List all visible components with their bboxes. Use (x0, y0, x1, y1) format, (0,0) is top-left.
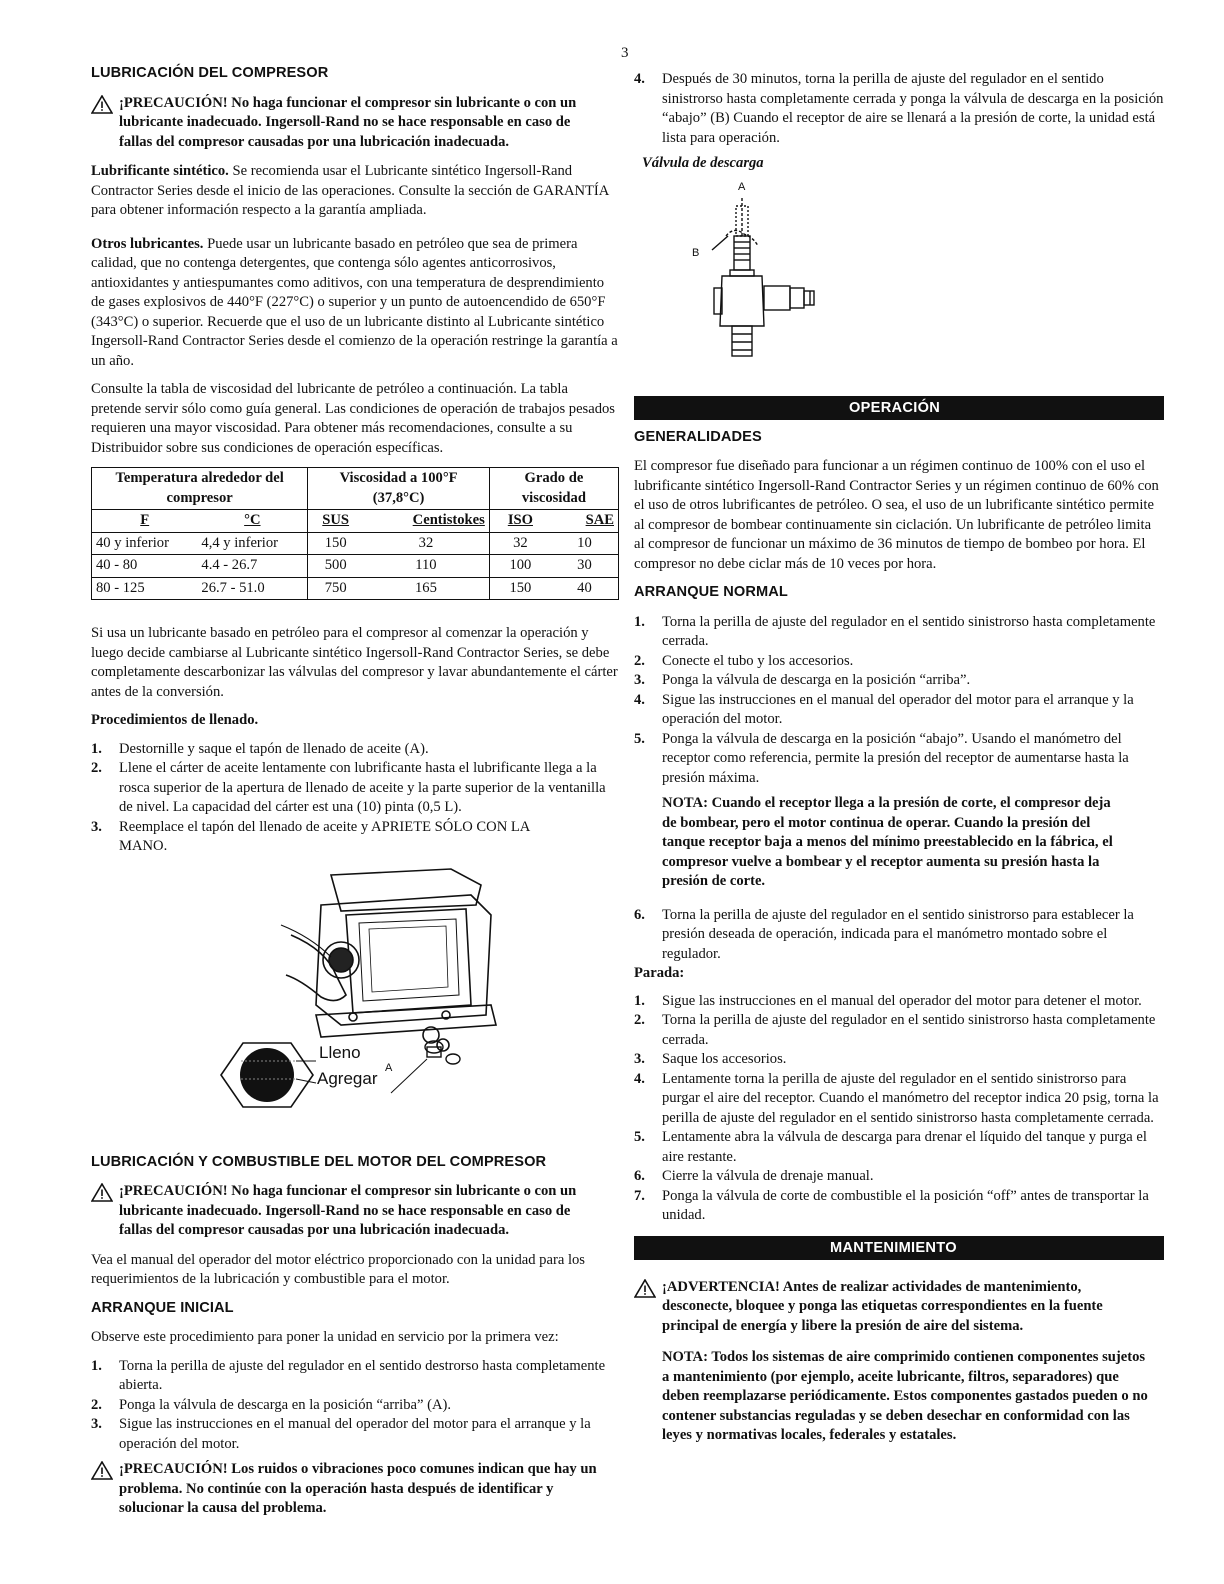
table-cell: 100 (509, 557, 532, 573)
list-item: 6. Torna la perilla de ajuste del regulador en el sentido sinistrorso para establecer la presión deseada de operación, indicada para el manómetro montado sobre el regulador. (634, 906, 1134, 962)
generalidades-paragraph: El compresor fue diseñado para funcionar a un régimen continuo de 100% con el uso el lubrificante sintético Ingersoll-Rand Contractor Series y un régimen continuo de 60% con el uso de otros lubrificantes de petróleo. O sea, el uso de un lubrificante sintético permite al compresor de bombear continuamente sin ciclación. Un lubrificante de petróleo limita al compresor de funcionar un máximo de 36 minutos de tiempo de bombeo por hora. El compresor no debe ciclar más de 10 veces por hora. (634, 458, 1159, 572)
section-bar-mantenimiento (634, 1236, 1164, 1260)
normal-steps-list (634, 613, 1164, 789)
synthetic-lead: Lubrificante sintético. (91, 163, 229, 179)
warning-block (634, 1278, 1164, 1337)
warning-triangle-icon (91, 1461, 113, 1480)
caution-text: ¡PRECAUCIÓN! Los ruidos o vibraciones poco comunes indican que hay un problema. No continúe con la operación hasta después de identificar y solucionar la causa del problema. (119, 1461, 597, 1516)
left-column (91, 64, 619, 1529)
table-subheader: °C (197, 510, 307, 533)
list-item: 5. Ponga la válvula de descarga en la posición “abajo”. Usando el manómetro del receptor como referencia, permite la presión del receptor de aumentarse hasta la presión máxima. (634, 730, 1129, 786)
table-cell: 4,4 y inferior (197, 532, 307, 555)
table-cell: 500 (324, 557, 347, 573)
table-cell: 165 (363, 577, 489, 600)
table-cell: 150 (324, 534, 347, 551)
table-header-visc: Viscosidad a 100°F (37,8°C) (308, 468, 490, 510)
caution-block (91, 1460, 619, 1519)
warning-text: ¡ADVERTENCIA! Antes de realizar actividades de mantenimiento, desconecte, bloquee y ponga las etiquetas correspondientes en la fuente principal de energía y libere la presión de aire del sistema. (662, 1278, 1103, 1334)
other-text: Puede usar un lubricante basado en petróleo que sea de primera calidad, que no contenga detergentes, que contenga sólo agentes anticorrosivos, antioxidantes y antiespumantes como aditivos, con una temperatura de desprendimiento de gases explosivos de 440°F (227°C) o superior y un punto de autoencendido de 650°F (343°C) o superior. Recuerde que el uso de un lubricante distinto al Lubricante sintético Ingersoll-Rand Contractor Series desde el comienzo de la operación restringe la garantía a un año. (91, 235, 618, 369)
list-item: 3. Saque los accesorios. (634, 1051, 787, 1067)
synthetic-text: Se recomienda usar el Lubricante sintético Ingersoll-Rand Contractor Series desde el inicio de las operaciones. Consulte la sección de GARANTÍA para obtener información respecto a la garantía ampliada. (91, 163, 609, 218)
list-item: 4. Sigue las instrucciones en el manual del operador del motor para el arranque y la operación del motor. (634, 691, 1134, 727)
caution-text: ¡PRECAUCIÓN! No haga funcionar el compresor sin lubricante o con un lubricante inadecuado. Ingersoll-Rand no se hace responsable en caso de fallas del compresor causadas por una lubricación inadecuada. (119, 94, 577, 150)
valve-caption: Válvula de descarga (642, 155, 764, 171)
caution-block (91, 94, 619, 153)
table-header-grade: Grado de viscosidad (489, 468, 618, 510)
inicial-steps-list (91, 1357, 619, 1455)
list-item: 5. Lentamente abra la válvula de descarga para drenar el líquido del tanque y purga el aire restante. (634, 1129, 1147, 1165)
table-subheader: Centistokes (363, 510, 489, 533)
maintenance-note: NOTA: Todos los sistemas de aire comprimido contienen componentes sujetos a mantenimiento (por ejemplo, aceite lubricante, filtros, separadores) que deben reemplazarse periódicamente. Estos componentes gastados pueden o no contener substancias reguladas y se deben desechar en conformidad con las leyes y normativas locales, federales y estatales. (662, 1349, 1148, 1443)
table-row (92, 555, 619, 578)
table-row (92, 532, 619, 555)
right-column (634, 70, 1164, 1446)
label-a: A (385, 1061, 393, 1074)
bar-label: MANTENIMIENTO (830, 1239, 957, 1256)
switch-paragraph: Si usa un lubricante basado en petróleo para el compresor al comenzar la operación y luego decide cambiarse al Lubricante sintético Ingersoll-Rand Contractor Series, se debe completamente descarbonizar las válvulas del compresor y lavar abundantemente el cárter antes de la conversión. (91, 625, 618, 700)
inicial-intro: Observe este procedimiento para poner la unidad en servicio por la primera vez: (91, 1329, 559, 1345)
crankcase-illustration (91, 865, 619, 1135)
list-item: 2. Torna la perilla de ajuste del regulador en el sentido sinistrorso hasta completamente cerrada. (634, 1012, 1156, 1048)
list-item: 2. Ponga la válvula de descarga en la posición “arriba” (A). (91, 1396, 452, 1413)
normal-note: NOTA: Cuando el receptor llega a la presión de corte, el compresor deja de bombear, pero el motor continua de operar. Cuando la presión del tanque receptor baja a menos del mínimo preestablecido en la fábrica, el compresor vuelve a bombear y el receptor aumenta su presión hasta la presión de corte. (662, 795, 1113, 889)
table-cell: 750 (324, 579, 347, 596)
motor-paragraph: Vea el manual del operador del motor eléctrico proporcionado con la unidad para los requerimientos de la lubricación y combustible para el motor. (91, 1251, 585, 1287)
section-heading-generalidades: GENERALIDADES (634, 428, 762, 445)
section-heading-arranque-normal: ARRANQUE NORMAL (634, 584, 788, 600)
list-item: 3. Reemplace el tapón del llenado de aceite y APRIETE SÓLO CON LA MANO. (91, 818, 530, 854)
section-bar-operacion (634, 396, 1164, 420)
table-cell: 32 (513, 534, 528, 551)
other-lub-paragraph (91, 235, 619, 372)
table-cell: 40 (551, 577, 619, 600)
table-cell: 40 y inferior (92, 532, 198, 555)
consult-paragraph: Consulte la tabla de viscosidad del lubricante de petróleo a continuación. La tabla pretende servir sólo como guía general. Las condiciones de operación de trabajos pesados requieren una mayor viscosidad. Para obtener más recomendaciones, consulte a su Distribuidor sobre sus condiciones de operación específicas. (91, 381, 615, 456)
section-heading-motor: LUBRICACIÓN Y COMBUSTIBLE DEL MOTOR DEL COMPRESOR (91, 1153, 547, 1170)
list-item: 6. Cierre la válvula de drenaje manual. (634, 1168, 874, 1184)
table-subheader: SAE (551, 510, 619, 533)
list-item: 2. Llene el cárter de aceite lentamente con lubrificante hasta el lubrificante llega a la rosca superior de la apertura de llenado de aceite y la parte superior de la ventanilla de nivel. La capacidad del cárter est una (10) pinta (0,5 L). (91, 760, 606, 815)
list-item: 3. Ponga la válvula de descarga en la posición “arriba”. (634, 672, 971, 688)
viscosity-table (91, 467, 619, 600)
list-item: 4. Después de 30 minutos, torna la perilla de ajuste del regulador en el sentido sinistrorso hasta completamente cerrada y ponga la válvula de descarga en la posición “abajo” (B) Cuando el receptor de aire se llenará a la presión de corte, la unidad está lista para operación. (634, 71, 1164, 146)
label-lleno: Lleno (319, 1042, 361, 1062)
parada-steps-list (634, 992, 1164, 1226)
label-b: B (692, 246, 700, 259)
list-item: 3. Sigue las instrucciones en el manual del operador del motor para el arranque y la operación del motor. (91, 1416, 591, 1452)
section-heading-lubricacion-compresor: LUBRICACIÓN DEL COMPRESOR (91, 65, 329, 81)
label-a: A (738, 180, 746, 193)
table-subheader: ISO (507, 512, 533, 528)
other-lead: Otros lubricantes. (91, 235, 204, 252)
table-cell: 80 - 125 (92, 577, 198, 600)
table-subheader: F (92, 510, 198, 533)
table-cell: 26.7 - 51.0 (197, 577, 307, 600)
list-item: 1. Destornille y saque el tapón de llenado de aceite (A). (91, 740, 429, 757)
list-item: 4. Lentamente torna la perilla de ajuste del regulador en el sentido sinistrorso para purgar el aire del receptor. Cuando el manómetro del receptor indica 20 psig, torna la perilla de ajuste del regulador en el sentido sinistrorso hasta completamente cerrada. (634, 1070, 1159, 1126)
table-cell: 40 - 80 (92, 555, 198, 578)
list-item: 1. Torna la perilla de ajuste del regulador en el sentido destrorso hasta completamente abierta. (91, 1357, 606, 1393)
table-cell: 30 (551, 555, 619, 578)
list-item: 7. Ponga la válvula de corte de combustible el la posición “off” antes de transportar la unidad. (634, 1187, 1149, 1223)
fill-steps-list (91, 740, 619, 857)
normal-step6 (634, 906, 1164, 965)
list-item: 2. Conecte el tubo y los accesorios. (634, 652, 854, 669)
parada-heading: Parada: (634, 965, 685, 981)
table-cell: 110 (363, 555, 489, 578)
label-agregar: Agregar (317, 1068, 378, 1088)
warning-triangle-icon (91, 95, 113, 114)
caution-text: ¡PRECAUCIÓN! No haga funcionar el compresor sin lubricante o con un lubricante inadecuado. Ingersoll-Rand no se hace responsable en caso de fallas del compresor causadas por una lubricación inadecuada. (119, 1183, 577, 1238)
page-number: 3 (621, 45, 629, 61)
inicial-step4 (634, 70, 1164, 148)
valve-figure (634, 176, 1164, 396)
warning-triangle-icon (634, 1279, 656, 1298)
table-cell: 10 (551, 532, 619, 555)
table-subheader: SUS (322, 512, 350, 528)
table-cell: 4.4 - 26.7 (197, 555, 307, 578)
warning-triangle-icon (91, 1183, 113, 1202)
section-heading-arranque-inicial: ARRANQUE INICIAL (91, 1299, 234, 1316)
table-cell: 150 (509, 579, 532, 596)
table-cell: 32 (363, 532, 489, 555)
discharge-valve-illustration (634, 176, 1164, 396)
list-item: 1. Torna la perilla de ajuste del regulador en el sentido sinistrorso hasta completamente cerrada. (634, 613, 1156, 649)
list-item: 1. Sigue las instrucciones en el manual del operador del motor para detener el motor. (634, 992, 1142, 1009)
oil-fill-figure (91, 865, 619, 1135)
table-header-temp: Temperatura alrededor del compresor (92, 468, 308, 510)
caution-block (91, 1182, 619, 1241)
synthetic-paragraph (91, 162, 619, 221)
bar-label: OPERACIÓN (849, 399, 941, 416)
table-row (92, 577, 619, 600)
fill-heading: Procedimientos de llenado. (91, 712, 259, 728)
